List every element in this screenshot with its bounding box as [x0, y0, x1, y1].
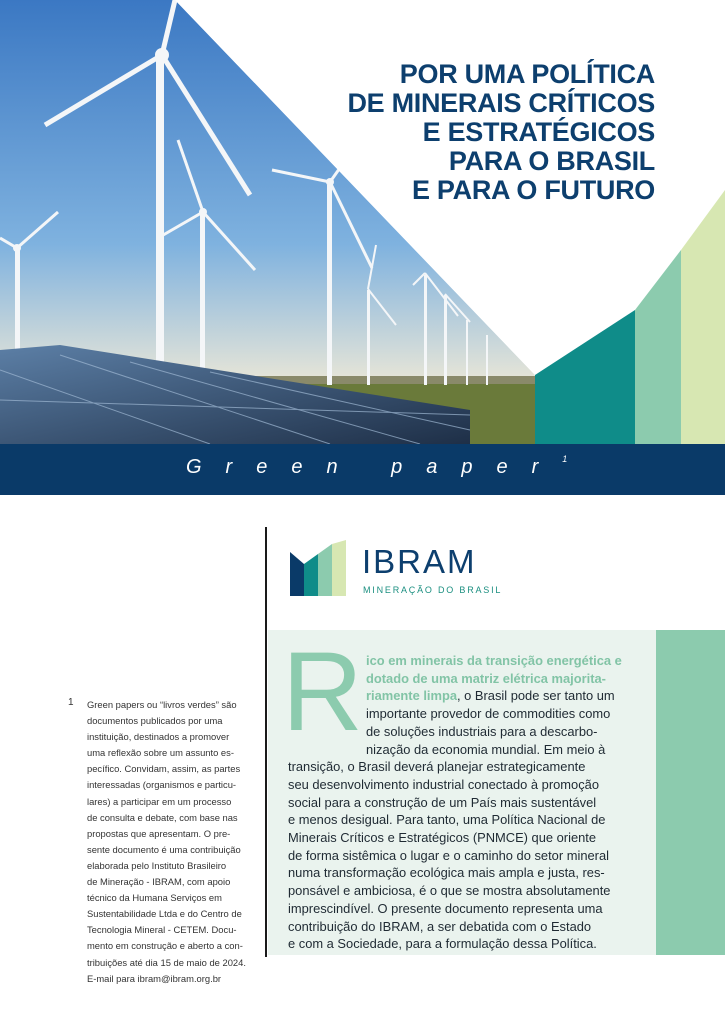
title-line: PARA O BRASIL [448, 146, 655, 176]
footnote-line: de Mineração - IBRAM, com apoio [87, 876, 231, 888]
intro-line [288, 794, 596, 812]
intro-line [288, 935, 597, 953]
intro-line [288, 776, 599, 794]
intro-text: nização da economia mundial. Em meio à [366, 741, 606, 757]
band-label-text: Green paper [186, 456, 563, 478]
intro-lead-text: riamente limpa [366, 688, 457, 704]
title-line: DE MINERAIS CRÍTICOS [347, 88, 655, 118]
intro-line [288, 882, 610, 900]
title-line: E PARA O FUTURO [412, 175, 655, 205]
intro-text: contribuição do IBRAM, a ser debatida com o Estado [288, 918, 592, 934]
green-paper-label [186, 456, 567, 479]
footnote-line: sente documento é uma contribuição [87, 843, 241, 855]
footnote-line: pecífico. Convidam, assim, as partes [87, 763, 241, 775]
intro-text: e com a Sociedade, para a formulação dessa Política. [288, 936, 597, 952]
intro-line [288, 900, 603, 918]
logo-tagline: MINERAÇÃO DO BRASIL [363, 585, 503, 595]
footnote-line: propostas que apresentam. O pre- [87, 827, 231, 839]
footnote-line: de consulta e debate, com base nas [87, 811, 238, 823]
intro-line [288, 811, 605, 829]
green-side-block [656, 630, 725, 955]
logo-wordmark: IBRAM [362, 543, 477, 580]
intro-line [366, 705, 610, 723]
page-title [235, 60, 655, 205]
intro-line [288, 847, 609, 865]
footnote-line: documentos publicados por uma [87, 715, 223, 727]
intro-text: importante provedor de commodities como [366, 706, 611, 722]
footnote-number: 1 [68, 697, 74, 708]
intro-line [288, 864, 605, 882]
ibram-logo-icon [290, 540, 350, 596]
footnote-line: Tecnologia Mineral - CETEM. Docu- [87, 924, 237, 936]
footnote-marker: 1 [562, 454, 568, 465]
footnote-line: instituição, destinados a promover [87, 731, 230, 743]
footnote-line: interessadas (organismos e particu- [87, 779, 237, 791]
footnote-line: tribuições até dia 15 de maio de 2024. [87, 956, 246, 968]
intro-text: de forma sistêmica o lugar e o caminho do setor mineral [288, 847, 609, 863]
intro-lead-text: dotado de uma matriz elétrica majorita- [366, 670, 606, 686]
intro-text: , o Brasil pode ser tanto um [456, 688, 615, 704]
footnote-line: lares) a participar em um processo [87, 795, 232, 807]
intro-text: transição, o Brasil deverá planejar estrategicamente [288, 759, 586, 775]
intro-line [366, 652, 622, 670]
intro-text: ponsável e ambiciosa, é o que se mostra absolutamente [288, 883, 611, 899]
intro-text: social para a construção de um País mais sustentável [288, 794, 597, 810]
intro-lead-text: ico em minerais da transição energética e [366, 653, 622, 668]
footnote-line: Sustentabilidade Ltda e do Centro de [87, 908, 242, 920]
intro-text: Minerais Críticos e Estratégicos (PNMCE) que oriente [288, 830, 597, 845]
footnote [87, 697, 246, 987]
footnote-line: técnico da Humana Serviços em [87, 892, 222, 904]
intro-text: de soluções industriais para a descarbo- [366, 723, 598, 739]
intro-line [366, 723, 597, 741]
title-line: E ESTRATÉGICOS [422, 117, 655, 147]
footnote-line: Green papers ou “livros verdes” são [87, 699, 237, 710]
footnote-line: elaborada pelo Instituto Brasileiro [87, 859, 227, 871]
footnote-line: mento em construção e aberto a con- [87, 940, 243, 952]
footnote-line: E-mail para ibram@ibram.org.br [87, 972, 222, 984]
intro-text: imprescindível. O presente documento representa uma [288, 900, 603, 916]
title-line: POR UMA POLÍTICA [399, 59, 655, 89]
intro-line [366, 687, 615, 705]
intro-text: e menos desigual. Para tanto, uma Política Nacional de [288, 812, 606, 828]
vertical-divider [265, 527, 267, 957]
footnote-line: uma reflexão sobre um assunto es- [87, 747, 234, 759]
intro-text: seu desenvolvimento industrial conectado à promoção [288, 776, 599, 792]
drop-cap: R [282, 629, 363, 754]
intro-line [366, 741, 605, 759]
intro-line [288, 758, 585, 776]
intro-line [366, 670, 606, 688]
intro-line [288, 829, 596, 847]
intro-line [288, 918, 591, 936]
intro-text: numa transformação ecológica mais ampla e justa, res- [288, 865, 605, 881]
